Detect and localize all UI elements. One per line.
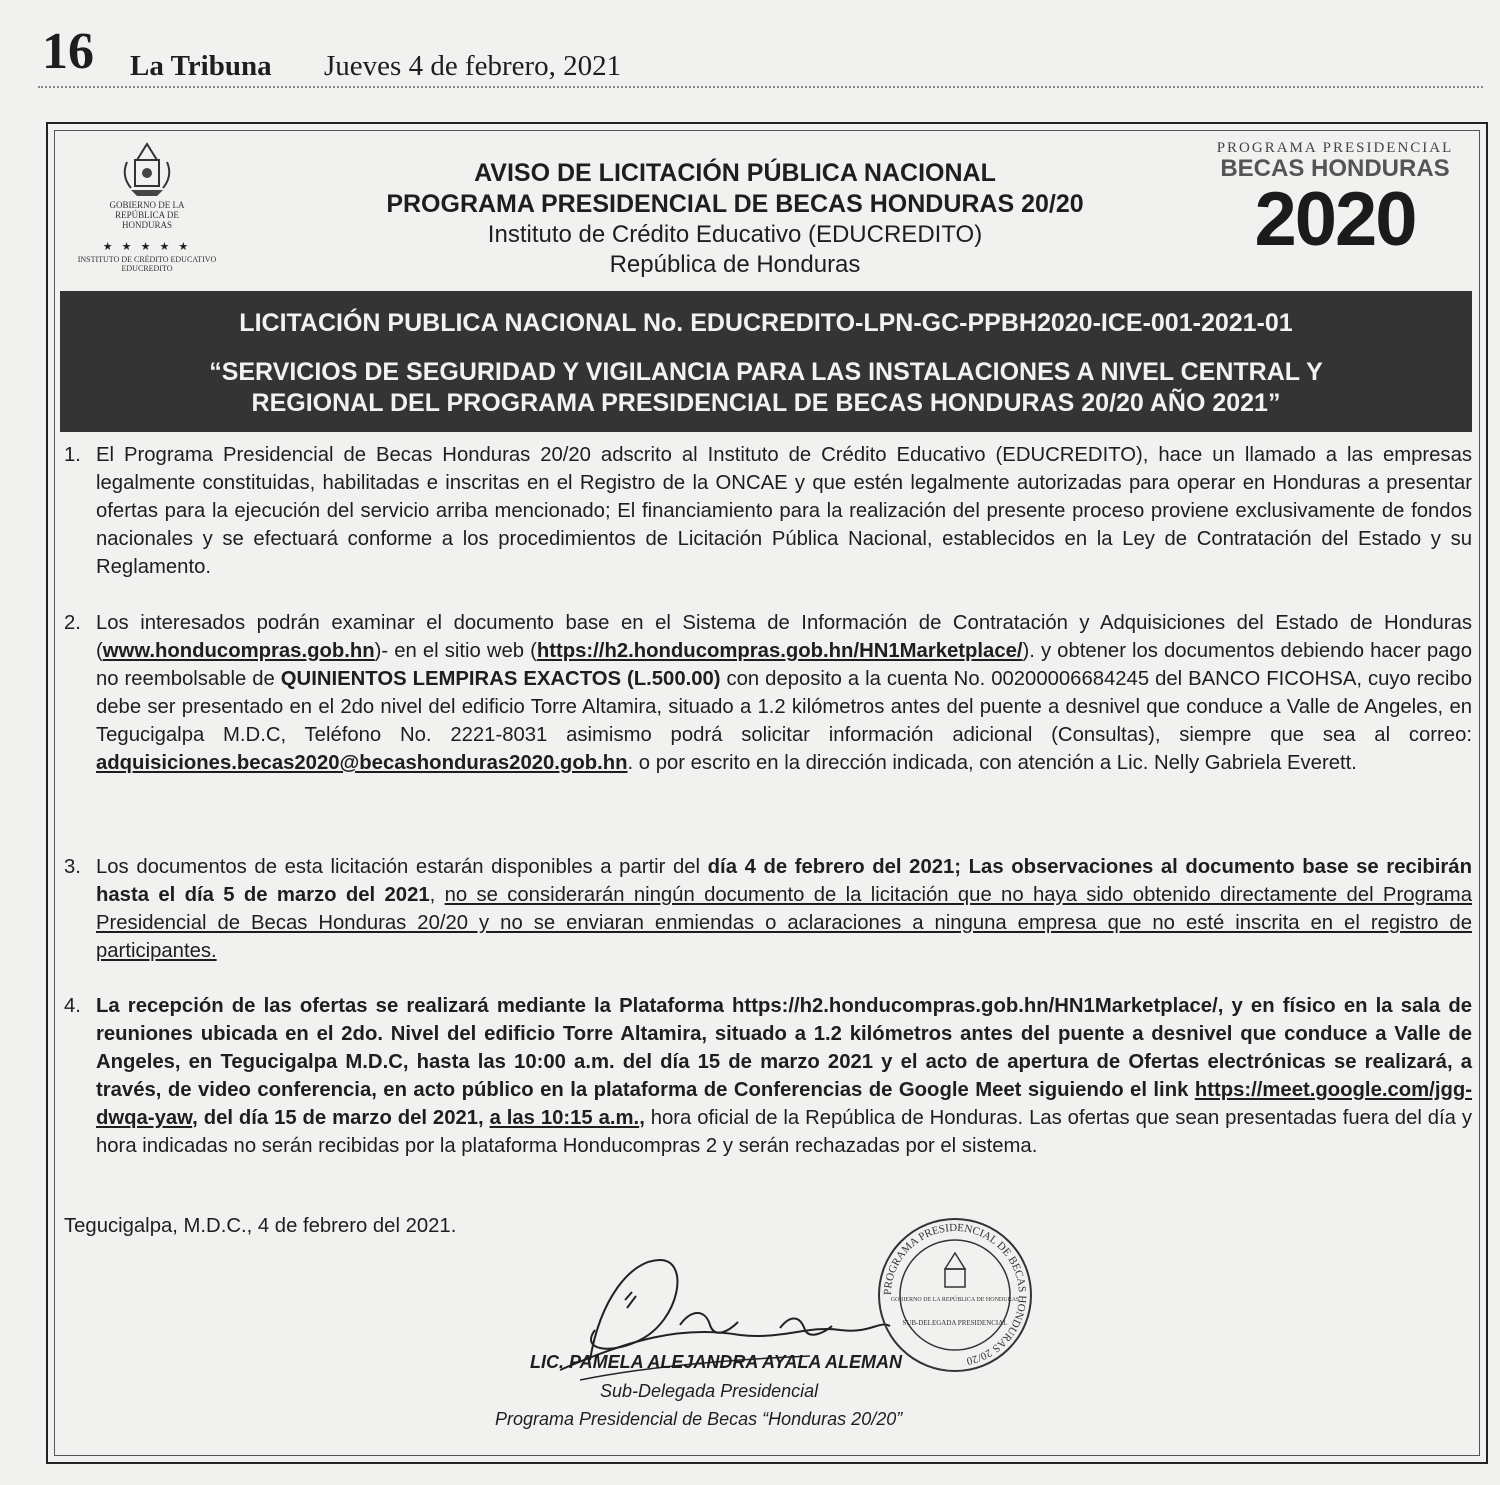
tender-reference: LICITACIÓN PUBLICA NACIONAL No. EDUCREDITO-LPN-GC-PPBH2020-ICE-001-2021-01 [239,309,1293,337]
clause-text-part: hora oficial de la República de Honduras. Las ofertas que sean presentadas fuera del día y hora indicadas no serán recibidas por la plataforma Honducompras 2 y serán rechazadas por el sistema. [96,1107,1472,1157]
svg-text:PROGRAMA PRESIDENCIAL DE BECAS [882,1222,1028,1367]
notice-header [300,158,1170,280]
masthead [38,22,1483,82]
tender-subject-line1: “SERVICIOS DE SEGURIDAD Y VIGILANCIA PARA LAS INSTALACIONES A NIVEL CENTRAL Y [209,358,1323,386]
clause-text [96,853,1472,965]
clause-text-part: . o por escrito en la dirección indicada, con atención a Lic. Nelly Gabriela Everett. [627,752,1357,774]
logo-becas-text: BECAS HONDURAS [1220,155,1450,182]
clause-text [96,992,1472,1160]
seal-ring-text: PROGRAMA PRESIDENCIAL DE BECAS HONDURAS 20/20 [881,1221,1029,1367]
institute-caption: INSTITUTO DE CRÉDITO EDUCATIVO EDUCREDITO [77,255,217,273]
deadline-text: día 4 de febrero del 2021; Las observaciones al documento base se recibirán hasta el día 5 de marzo del 2021 [96,856,1472,906]
clause-number: 4. [64,995,81,1017]
signatory-program: Programa Presidencial de Becas “Honduras 20/20” [495,1409,903,1429]
tender-banner [60,291,1472,432]
clause-text-part: Los interesados podrán examinar el documento base en el Sistema de Información de Contratación y Adquisiciones del Estado de Honduras ( [96,612,1472,662]
clause-text-part: , [429,884,445,906]
institute-name: Instituto de Crédito Educativo (EDUCREDITO) [487,221,983,248]
google-meet-link[interactable]: https://meet.google.com/jgg-dwqa-yaw [96,1079,1472,1129]
opening-time: a las 10:15 a.m. [489,1107,640,1129]
becas-honduras-logo [1200,140,1470,260]
email-link[interactable]: adquisiciones.becas2020@becashonduras2020.gob.hn [96,752,628,774]
fee-amount: QUINIENTOS LEMPIRAS EXACTOS (L.500.00) [280,668,721,690]
clause-text-part: ). y obtener los documentos debiendo hacer pago no reembolsable de [96,640,1472,690]
seal-gov-text: GOBIERNO DE LA REPÚBLICA DE HONDURAS [890,1297,1020,1303]
clause-number: 2. [64,612,81,634]
clause-3 [64,853,1472,965]
educredito-logo [62,140,232,280]
clause-text-part: Los documentos de esta licitación estarán disponibles a partir del [96,856,708,878]
signatory-name: LIC. PAMELA ALEJANDRA AYALA ALEMAN [530,1352,902,1372]
stars: ★ ★ ★ ★ ★ [102,241,192,253]
restriction-text: no se considerarán ningún documento de la licitación que no haya sido obtenido directamente del Programa Presidencial de Becas Honduras 20/20 y no se enviaran enmiendas o aclaraciones a ninguna empresa que no esté inscrita en el registro de participantes. [96,884,1472,962]
clause-text-part: , [639,1107,645,1129]
program-title: PROGRAMA PRESIDENCIAL DE BECAS HONDURAS 20/20 [386,190,1084,218]
tender-subject [60,357,1472,419]
clause-2 [64,609,1472,777]
clause-text [96,609,1472,777]
page-number: 16 [42,23,94,80]
marketplace-link[interactable]: https://h2.honducompras.gob.hn/HN1Marketplace/ [536,640,1023,662]
clause-4 [64,992,1472,1160]
clause-number: 3. [64,856,81,878]
signatory-role: Sub-Delegada Presidencial [600,1381,819,1401]
logo-program-text: PROGRAMA PRESIDENCIAL [1216,140,1454,156]
clause-text-part: con deposito a la cuenta No. 00200006684245 del BANCO FICOHSA, cuyo recibo debe ser presentado en el 2do nivel del edificio Torre Altamira, situado a 1.2 kilómetros antes del puente a desnivel que conduce a Valle de Angeles, en Tegucigalpa M.D.C, Teléfono No. 2221-8031 asimismo podrá solicitar información adicional (Consultas), siempre que sea al correo: [96,668,1472,746]
place-date: Tegucigalpa, M.D.C., 4 de febrero del 2021. [64,1215,457,1237]
clause-1 [64,441,1472,581]
reception-text: La recepción de las ofertas se realizará mediante la Plataforma https://h2.honducompras.gob.hn/HN1Marketplace/, y en físico en la sala de reuniones ubicada en el 2do. Nivel del edificio Torre Altamira, situado a 1.2 kilómetros antes del puente a desnivel que conduce a Valle de Angeles, en Tegucigalpa M.D.C, hasta las 10:00 a.m. del día 15 de marzo 2021 y el acto de apertura de Ofertas electrónicas se realizará, a través, de video conferencia, en acto público en la plataforma de Conferencias de Google Meet siguiendo el link [96,995,1472,1101]
logo-year-text: 2020 [1254,177,1416,262]
newspaper-name: La Tribuna [130,50,272,82]
tender-subject-line2: REGIONAL DEL PROGRAMA PRESIDENCIAL DE BECAS HONDURAS 20/20 AÑO 2021” [251,389,1281,417]
notice-title: AVISO DE LICITACIÓN PÚBLICA NACIONAL [474,159,996,187]
gov-caption: GOBIERNO DE LA REPÚBLICA DE HONDURAS [109,200,185,230]
official-seal [875,1215,1035,1375]
coat-of-arms-icon [117,140,177,198]
seal-office-text: SUB-DELEGADA PRESIDENCIAL [902,1319,1008,1327]
clause-number: 1. [64,444,81,466]
clause-text: El Programa Presidencial de Becas Honduras 20/20 adscrito al Instituto de Crédito Educativo (EDUCREDITO), hace un llamado a las empresas legalmente constituidas, habilitadas e inscritas en el Registro de la ONCAE y que estén legalmente autorizadas para operar en Honduras a presentar ofertas para la ejecución del servicio arriba mencionado; El financiamiento para la realización del presente proceso proviene exclusivamente de fondos nacionales y se efectuará conforme a los procedimientos de Licitación Pública Nacional, establecidos en la Ley de Contratación del Estado y su Reglamento. [96,444,1472,578]
opening-date-text: , del día 15 de marzo del 2021, [192,1107,490,1129]
header-rule [38,86,1483,88]
honducompras-link[interactable]: www.honducompras.gob.hn [102,640,375,662]
clause-text-part: )- en el sitio web ( [374,640,537,662]
publication-date: Jueves 4 de febrero, 2021 [324,50,622,82]
country-name: República de Honduras [609,251,861,278]
